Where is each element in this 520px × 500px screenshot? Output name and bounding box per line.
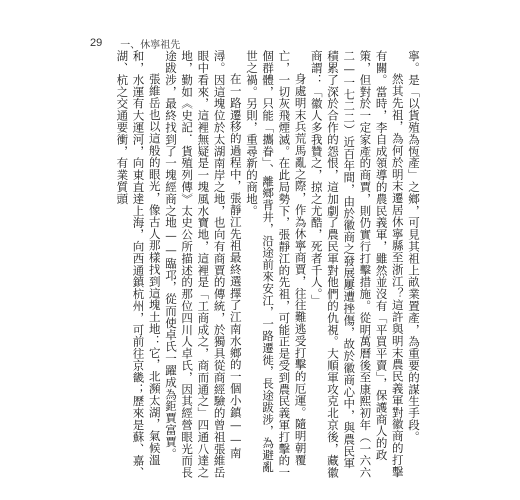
paragraph-1: 寧。是「以貨殖為恆產」之鄉，可見其祖上畝業置產，為重要的謀生手段。	[407, 50, 421, 443]
paragraph-5: 張維岳也以這般的眼光，像古人那樣找到這塊土地：它，北瀕太湖，氣候溫和，水運有大運河，向東直達上海，向西通鎮杭州，可前往京畿；歷來是蘇、嘉、湖、杭之交通要衝，有業質頭	[115, 50, 162, 479]
paragraph-3: 身處明末兵荒馬亂之際，作為休寧商賈，往往難逃受打擊的厄運。隨明朝覆亡，一切灰飛煙滅。在此局勢下，張靜江的先祖，可能正是受到農民義軍打擊的一個群體，只能「攜眷」、離鄉背井，沿途前來安江，一路遷徙，長途跋涉，為避亂世之禍。另則，重尋新的商地。	[244, 50, 308, 479]
paragraph-4: 在一路遷移的過程中，張靜江先祖最終選擇了江南水鄉的一個小鎮——南潯。因這塊位於太湖南岸之地，也向有商賈的傳統，於獨具從商經驗的曾祖張維岳眼中看來，這裡無疑是一塊風水寶地，這裡是「工商成之，商而通之」四通八達之地，勤如《史記．貨殖列傳》太史公所描述的那位四川人卓氏，因其經營眼光而長途跋涉，最終找到了一塊經商之地——臨邛，從而使卓氏一躍成為鉅賈富賈。	[163, 50, 243, 479]
vertical-text-body	[92, 50, 422, 480]
paragraph-2: 然其先祖，為何於明末遷居休寧縣至浙江？這許與明末農民義軍對徽商的打擊有關。當時，李自成領導的農民義軍，雖然並沒有「平買平賣」，保護商人的政策，但對於一定家產的商賈，則仍實行打擊措施。從明萬曆後至康熙初年（一六六二—一七二二）近百年間，由於徽商之發展屢遭挫傷，故於徽商心中，與農民軍積累了深於合作的怨恨，這加劇了農民軍對他們的仇視。大順軍攻克北京後，藏徽商謂：「徽人多我贊之，掠之尤酷，死者千人。」	[309, 50, 405, 479]
page-number: 29	[90, 37, 103, 49]
running-title: 一、休寧祖先	[120, 39, 181, 51]
